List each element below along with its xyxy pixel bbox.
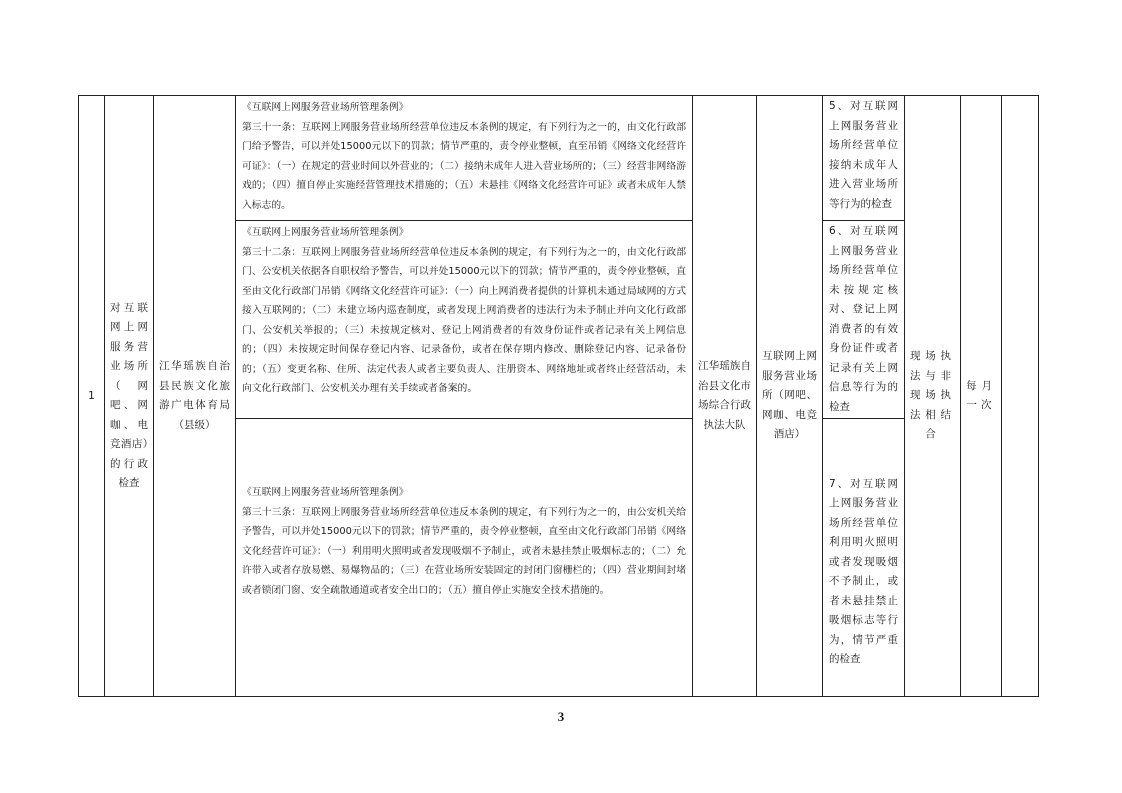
check-item-cell: 对互联网上网服务营业场所（网吧、网咖、电竞酒店）的行政检查 [105, 96, 154, 697]
row-number: 1 [79, 96, 105, 697]
empty-cell [1002, 96, 1039, 697]
object-cell: 互联网上网服务营业场所（网吧、网咖、电竞酒店） [757, 96, 823, 697]
item-6-cell: 6、对互联网上网服务营业场所经营单位未按规定核对、登记上网消费者的有效身份证件或者记录有关上网信息等行为的检查 [823, 221, 905, 419]
item-5-cell: 5、对互联网上网服务营业场所经营单位接纳未成年人进入营业场所等行为的检查 [823, 96, 905, 221]
method-cell: 现场执法与非现场执法相结合 [905, 96, 961, 697]
basis-title: 《互联网上网服务营业场所管理条例》 [242, 227, 409, 238]
basis-text: 第三十三条：互联网上网服务营业场所经营单位违反本条例的规定，有下列行为之一的，由公安机关给予警告，可以并处15000元以下的罚款；情节严重的，责令停业整顿，直至由文化行政部门吊销《网络文化经营许可证》：（一）利用明火照明或者发现吸烟不予制止，或者未悬挂禁止吸烟标志的；（二）允许带入或者存放易燃、易爆物品的；（三）在营业场所安装固定的封闭门窗栅栏的；（四）营业期间封堵或者锁闭门窗、安全疏散通道或者安全出口的；（五）擅自停止实施安全技术措施的。 [242, 506, 686, 596]
basis-title: 《互联网上网服务营业场所管理条例》 [242, 487, 409, 498]
basis-article-33 [236, 419, 693, 697]
page-number: 3 [557, 709, 565, 724]
basis-article-32 [236, 221, 693, 419]
item-7-cell: 7、对互联网上网服务营业场所经营单位利用明火照明或者发现吸烟不予制止，或者未悬挂禁止吸烟标志等行为，情节严重的检查 [823, 419, 905, 697]
basis-text: 第三十一条：互联网上网服务营业场所经营单位违反本条例的规定，有下列行为之一的，由文化行政部门给予警告，可以并处15000元以下的罚款；情节严重的，责令停业整顿，直至吊销《网络文化经营许可证》：（一）在规定的营业时间以外营业的；（二）接纳未成年人进入营业场所的；（三）经营非网络游戏的；（四）擅自停止实施经营管理技术措施的；（五）未悬挂《网络文化经营许可证》或者未成年人禁入标志的。 [242, 121, 686, 211]
inspection-table [78, 95, 1039, 697]
frequency-cell: 每月一次 [961, 96, 1002, 697]
basis-text: 第三十二条：互联网上网服务营业场所经营单位违反本条例的规定，有下列行为之一的，由文化行政部门、公安机关依据各自职权给予警告，可以并处15000元以下的罚款；情节严重的，责令停业整顿，直至由文化行政部门吊销《网络文化经营许可证》：（一）向上网消费者提供的计算机未通过局域网的方式接入互联网的；（二）未建立场内巡查制度，或者发现上网消费者的违法行为未予制止并向文化行政部门、公安机关举报的；（三）未按规定核对、登记上网消费者的有效身份证件或者记录有关上网信息的；（四）未按规定时间保存登记内容、记录备份，或者在保存期内修改、删除登记内容、记录备份的；（五）变更名称、住所、法定代表人或者主要负责人、注册资本、网络地址或者终止经营活动，未向文化行政部门、公安机关办理有关手续或者备案的。 [242, 246, 686, 394]
basis-article-31 [236, 96, 693, 221]
subject-cell: 江华瑶族自治县民族文化旅游广电体育局（县级） [154, 96, 236, 697]
table-row [79, 96, 1039, 221]
basis-title: 《互联网上网服务营业场所管理条例》 [242, 102, 409, 113]
dept-cell: 江华瑶族自治县文化市场综合行政执法大队 [693, 96, 757, 697]
